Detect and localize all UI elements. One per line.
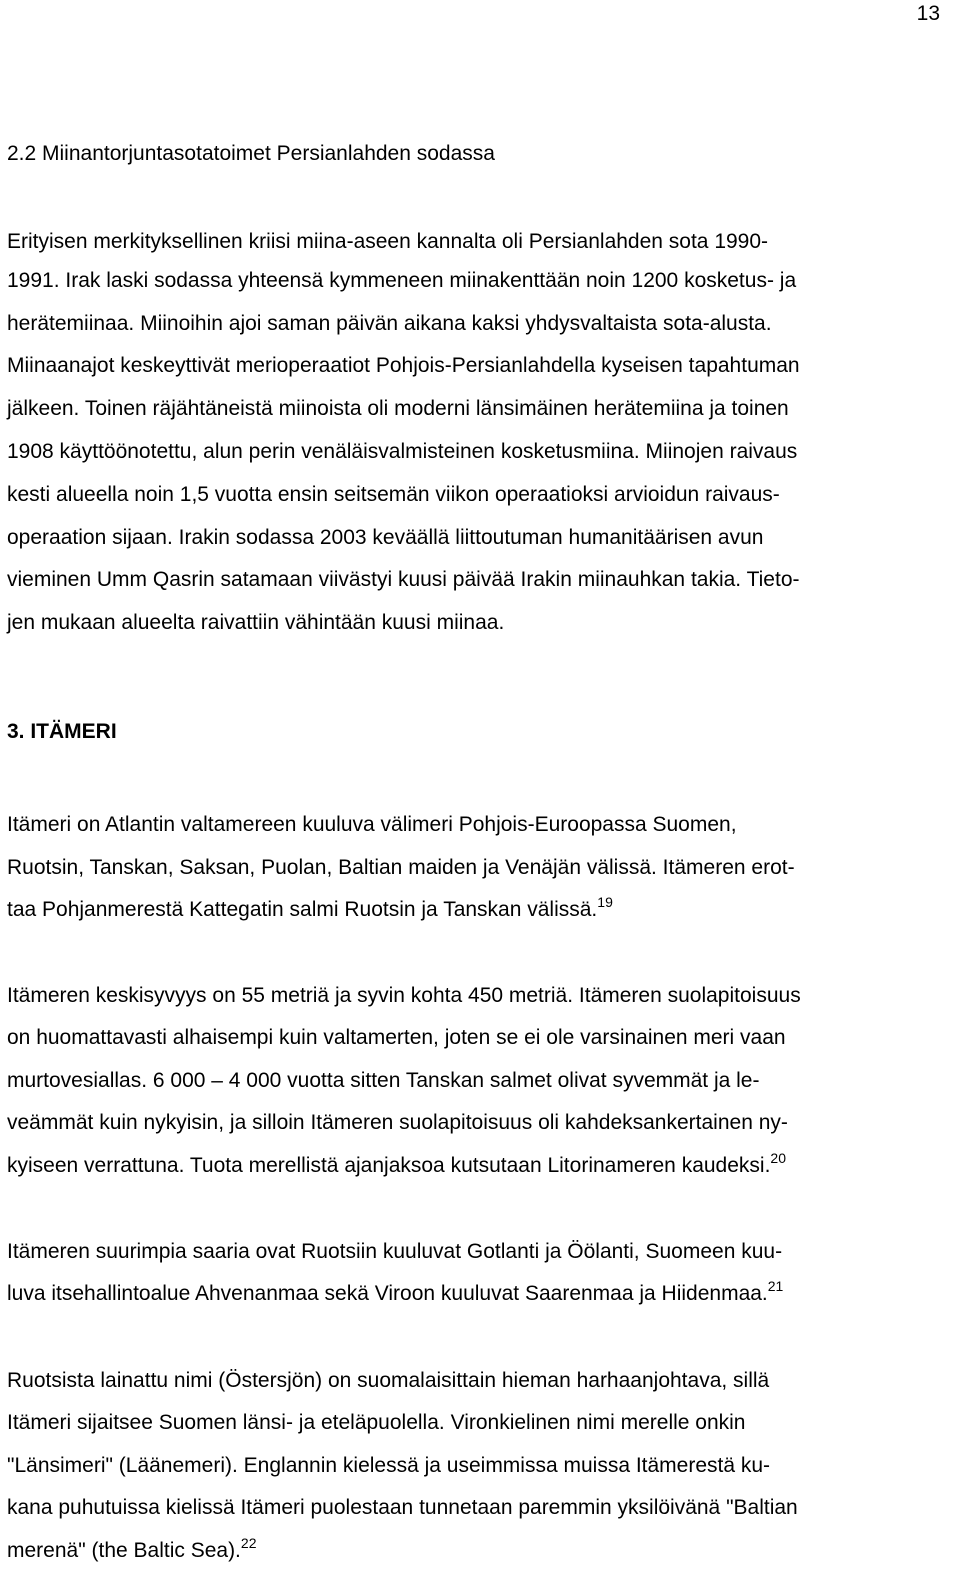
paragraph-line: murtovesiallas. 6 000 – 4 000 vuotta sitten Tanskan salmet olivat syvemmät ja le-: [7, 1069, 760, 1092]
paragraph-line-text: kyiseen verrattuna. Tuota merellistä ajanjaksoa kutsutaan Litorinameren kaudeksi.: [7, 1154, 771, 1177]
paragraph-line-text: luva itsehallintoalue Ahvenanmaa sekä Viroon kuuluvat Saarenmaa ja Hiidenmaa.: [7, 1282, 768, 1305]
paragraph-line: [7, 894, 613, 923]
paragraph-line: [7, 1150, 786, 1179]
paragraph-line: Itämeri sijaitsee Suomen länsi- ja eteläpuolella. Vironkielinen nimi merelle onkin: [7, 1411, 746, 1434]
paragraph-line: herätemiinaa. Miinoihin ajoi saman päivän aikana kaksi yhdysvaltaista sota-alusta.: [7, 312, 772, 335]
paragraph-line: Itämeri on Atlantin valtamereen kuuluva välimeri Pohjois-Euroopassa Suomen,: [7, 813, 737, 836]
paragraph-line: kana puhutuissa kielissä Itämeri puolestaan tunnetaan paremmin yksilöivänä "Baltian: [7, 1496, 798, 1519]
paragraph-line: on huomattavasti alhaisempi kuin valtamerten, joten se ei ole varsinainen meri vaan: [7, 1026, 786, 1049]
paragraph-line: Miinaanajot keskeyttivät merioperaatiot Pohjois-Persianlahdella kyseisen tapahtuman: [7, 354, 800, 377]
paragraph-line: jälkeen. Toinen räjähtäneistä miinoista oli moderni länsimäinen herätemiina ja toinen: [7, 397, 789, 420]
page-number: 13: [916, 2, 940, 25]
paragraph-line: Ruotsista lainattu nimi (Östersjön) on suomalaisittain hieman harhaanjohtava, sillä: [7, 1369, 770, 1392]
paragraph-line-text: taa Pohjanmerestä Kattegatin salmi Ruotsin ja Tanskan välissä.: [7, 898, 598, 921]
paragraph-line: kesti alueella noin 1,5 vuotta ensin seitsemän viikon operaatioksi arvioidun raivaus-: [7, 483, 780, 506]
paragraph-line: Itämeren suurimpia saaria ovat Ruotsiin kuuluvat Gotlanti ja Öölanti, Suomeen kuu-: [7, 1240, 783, 1263]
paragraph-line: "Länsimeri" (Läänemeri). Englannin kielessä ja useimmissa muissa Itämerestä ku-: [7, 1454, 771, 1477]
footnote-reference: 21: [767, 1278, 784, 1294]
paragraph-line: operaation sijaan. Irakin sodassa 2003 keväällä liittoutuman humanitäärisen avun: [7, 526, 764, 549]
paragraph-line: [7, 1278, 784, 1307]
footnote-reference: 20: [770, 1150, 786, 1166]
paragraph-line: Ruotsin, Tanskan, Saksan, Puolan, Baltian maiden ja Venäjän välissä. Itämeren erot-: [7, 856, 795, 879]
section-heading-3: 3. ITÄMERI: [7, 720, 117, 743]
paragraph-line: 1908 käyttöönotettu, alun perin venäläisvalmisteinen kosketusmiina. Miinojen raivaus: [7, 440, 798, 463]
section-heading-2-2: 2.2 Miinantorjuntasotatoimet Persianlahden sodassa: [7, 142, 495, 165]
paragraph-line: Itämeren keskisyvyys on 55 metriä ja syvin kohta 450 metriä. Itämeren suolapitoisuus: [7, 984, 801, 1007]
paragraph-line: veämmät kuin nykyisin, ja silloin Itämeren suolapitoisuus oli kahdeksankertainen ny-: [7, 1111, 788, 1134]
paragraph-line: jen mukaan alueelta raivattiin vähintään kuusi miinaa.: [7, 611, 505, 634]
paragraph-line: vieminen Umm Qasrin satamaan viivästyi kuusi päivää Irakin miinauhkan takia. Tieto-: [7, 568, 800, 591]
footnote-reference: 19: [597, 894, 613, 910]
paragraph-line: Erityisen merkityksellinen kriisi miina-aseen kannalta oli Persianlahden sota 1990-: [7, 230, 769, 253]
paragraph-line: 1991. Irak laski sodassa yhteensä kymmeneen miinakenttään noin 1200 kosketus- ja: [7, 269, 797, 292]
footnote-reference: 22: [240, 1535, 257, 1551]
paragraph-line-text: merenä" (the Baltic Sea).: [7, 1539, 241, 1562]
paragraph-line: [7, 1535, 257, 1564]
